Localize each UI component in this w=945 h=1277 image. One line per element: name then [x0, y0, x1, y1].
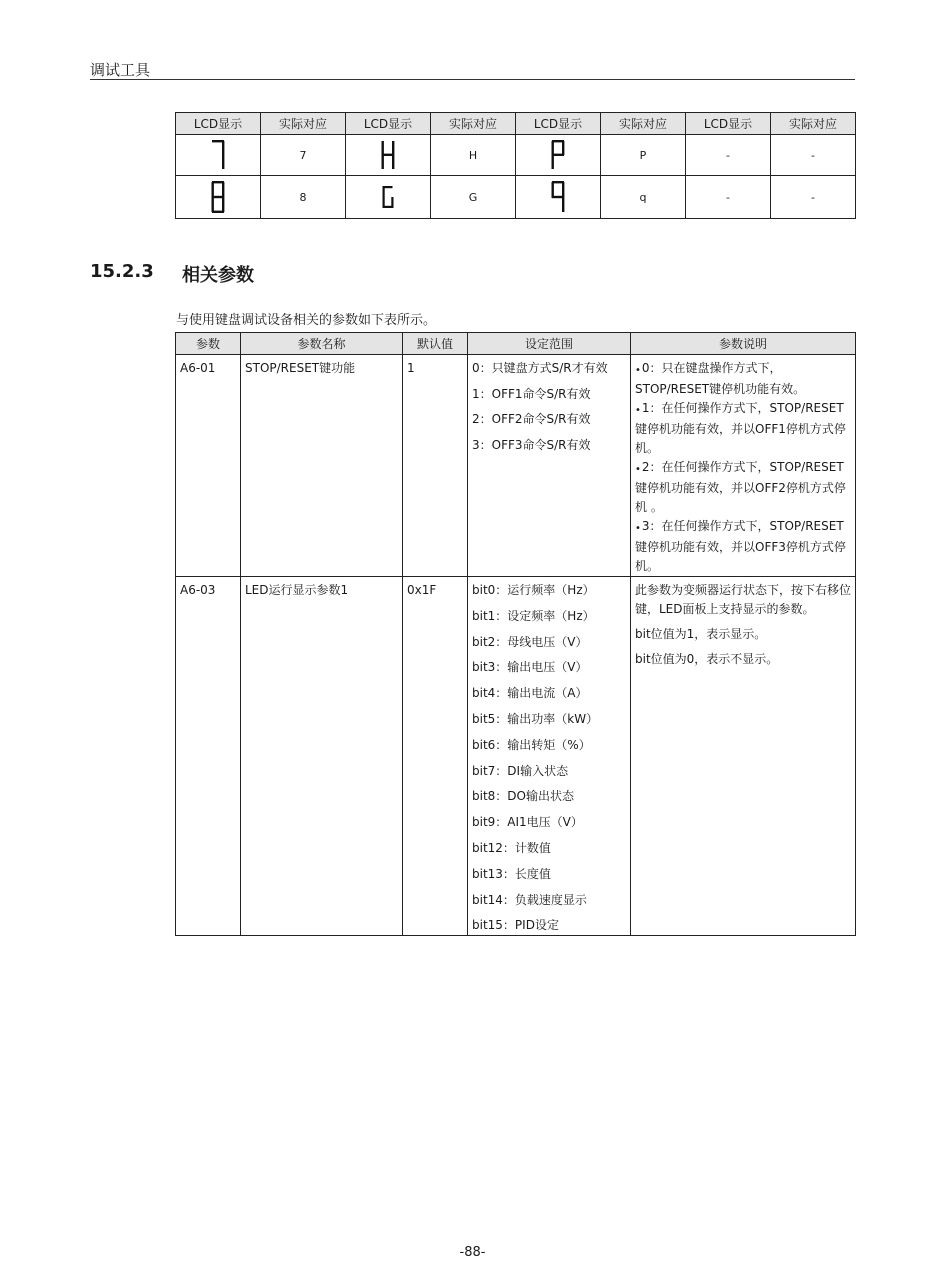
description-bullet: • 2：在任何操作方式下，STOP/RESET键停机功能有效，并以OFF2停机方式停机 。 — [635, 458, 852, 517]
header-divider — [90, 79, 855, 80]
range-option: bit5：输出功率（kW） — [472, 711, 599, 726]
lcd-header-cell: LCD显示 — [176, 113, 261, 135]
param-name: STOP/RESET键功能 — [241, 355, 403, 577]
param-row — [176, 355, 856, 577]
range-option: bit15：PID设定 — [472, 918, 559, 933]
lcd-value-cell: P — [601, 135, 686, 176]
param-range — [468, 577, 631, 936]
lcd-row — [176, 176, 856, 219]
param-row — [176, 577, 856, 936]
range-option: bit2：母线电压（V） — [472, 634, 588, 649]
intro-text: 与使用键盘调试设备相关的参数如下表所示。 — [176, 313, 437, 328]
segment-glyph-7 — [211, 140, 225, 170]
section-title: 相关参数 — [182, 265, 254, 286]
range-option: 2：OFF2命令S/R有效 — [472, 412, 591, 427]
page-number: -88- — [459, 1245, 486, 1260]
segment-glyph-q — [551, 181, 565, 213]
lcd-header-cell: LCD显示 — [516, 113, 601, 135]
param-description — [631, 577, 856, 936]
description-bullet: • 1：在任何操作方式下，STOP/RESET键停机功能有效，并以OFF1停机方式停机。 — [635, 399, 852, 458]
param-header-cell: 默认值 — [403, 333, 468, 355]
lcd-value-cell: 8 — [261, 176, 346, 219]
range-option: bit13：长度值 — [472, 866, 551, 881]
lcd-value-cell: H — [431, 135, 516, 176]
lcd-glyph-cell — [346, 176, 431, 219]
segment-glyph-p — [551, 140, 565, 170]
param-header-cell: 设定范围 — [468, 333, 631, 355]
description-paragraph: 此参数为变频器运行状态下，按下右移位键，LED面板上支持显示的参数。 — [635, 583, 852, 616]
range-option: 1：OFF1命令S/R有效 — [472, 386, 591, 401]
range-option: 0：只键盘方式S/R才有效 — [472, 361, 608, 375]
description-bullet: • 3：在任何操作方式下，STOP/RESET键停机功能有效，并以OFF3停机方式停机。 — [635, 517, 852, 576]
range-option: bit8：DO输出状态 — [472, 789, 574, 804]
description-paragraph: bit位值为0，表示不显示。 — [635, 652, 779, 666]
lcd-row — [176, 135, 856, 176]
lcd-header-cell: 实际对应 — [601, 113, 686, 135]
range-option: bit0：运行频率（Hz） — [472, 583, 595, 597]
description-bullet: • 0：只在键盘操作方式下，STOP/RESET键停机功能有效。 — [635, 359, 852, 399]
lcd-value-cell: 7 — [261, 135, 346, 176]
lcd-header-cell: 实际对应 — [261, 113, 346, 135]
lcd-value-cell: G — [431, 176, 516, 219]
range-option: 3：OFF3命令S/R有效 — [472, 438, 591, 453]
param-code: A6-01 — [176, 355, 241, 577]
param-default: 0x1F — [403, 577, 468, 936]
segment-glyph-g — [382, 186, 394, 208]
lcd-glyph-cell — [176, 176, 261, 219]
param-default: 1 — [403, 355, 468, 577]
segment-glyph-8 — [211, 181, 225, 213]
lcd-value-cell: - — [771, 135, 856, 176]
range-option: bit12：计数值 — [472, 840, 551, 855]
section-number: 15.2.3 — [90, 261, 154, 282]
header-title: 调试工具 — [90, 61, 151, 79]
param-header-cell: 参数说明 — [631, 333, 856, 355]
lcd-value-cell: - — [686, 135, 771, 176]
lcd-header-cell: LCD显示 — [346, 113, 431, 135]
range-option: bit7：DI输入状态 — [472, 763, 569, 778]
lcd-header-cell: 实际对应 — [431, 113, 516, 135]
lcd-header-row — [176, 113, 856, 135]
range-option: bit3：输出电压（V） — [472, 660, 588, 675]
lcd-glyph-cell — [176, 135, 261, 176]
lcd-header-cell: LCD显示 — [686, 113, 771, 135]
param-range — [468, 355, 631, 577]
lcd-value-cell: - — [771, 176, 856, 219]
lcd-value-cell: - — [686, 176, 771, 219]
range-option: bit6：输出转矩（%） — [472, 737, 591, 752]
lcd-glyph-cell — [516, 176, 601, 219]
description-paragraph: bit位值为1，表示显示。 — [635, 627, 767, 641]
segment-glyph-h — [381, 140, 395, 170]
param-name: LED运行显示参数1 — [241, 577, 403, 936]
param-description — [631, 355, 856, 577]
lcd-header-cell: 实际对应 — [771, 113, 856, 135]
lcd-glyph-cell — [346, 135, 431, 176]
lcd-glyph-cell — [516, 135, 601, 176]
parameter-table — [175, 332, 856, 936]
param-header-cell: 参数 — [176, 333, 241, 355]
range-option: bit14：负载速度显示 — [472, 892, 587, 907]
param-code: A6-03 — [176, 577, 241, 936]
lcd-mapping-table — [175, 112, 856, 219]
param-header-cell: 参数名称 — [241, 333, 403, 355]
range-option: bit4：输出电流（A） — [472, 686, 588, 701]
lcd-value-cell: q — [601, 176, 686, 219]
range-option: bit9：AI1电压（V） — [472, 815, 583, 830]
range-option: bit1：设定频率（Hz） — [472, 608, 595, 623]
param-header-row — [176, 333, 856, 355]
